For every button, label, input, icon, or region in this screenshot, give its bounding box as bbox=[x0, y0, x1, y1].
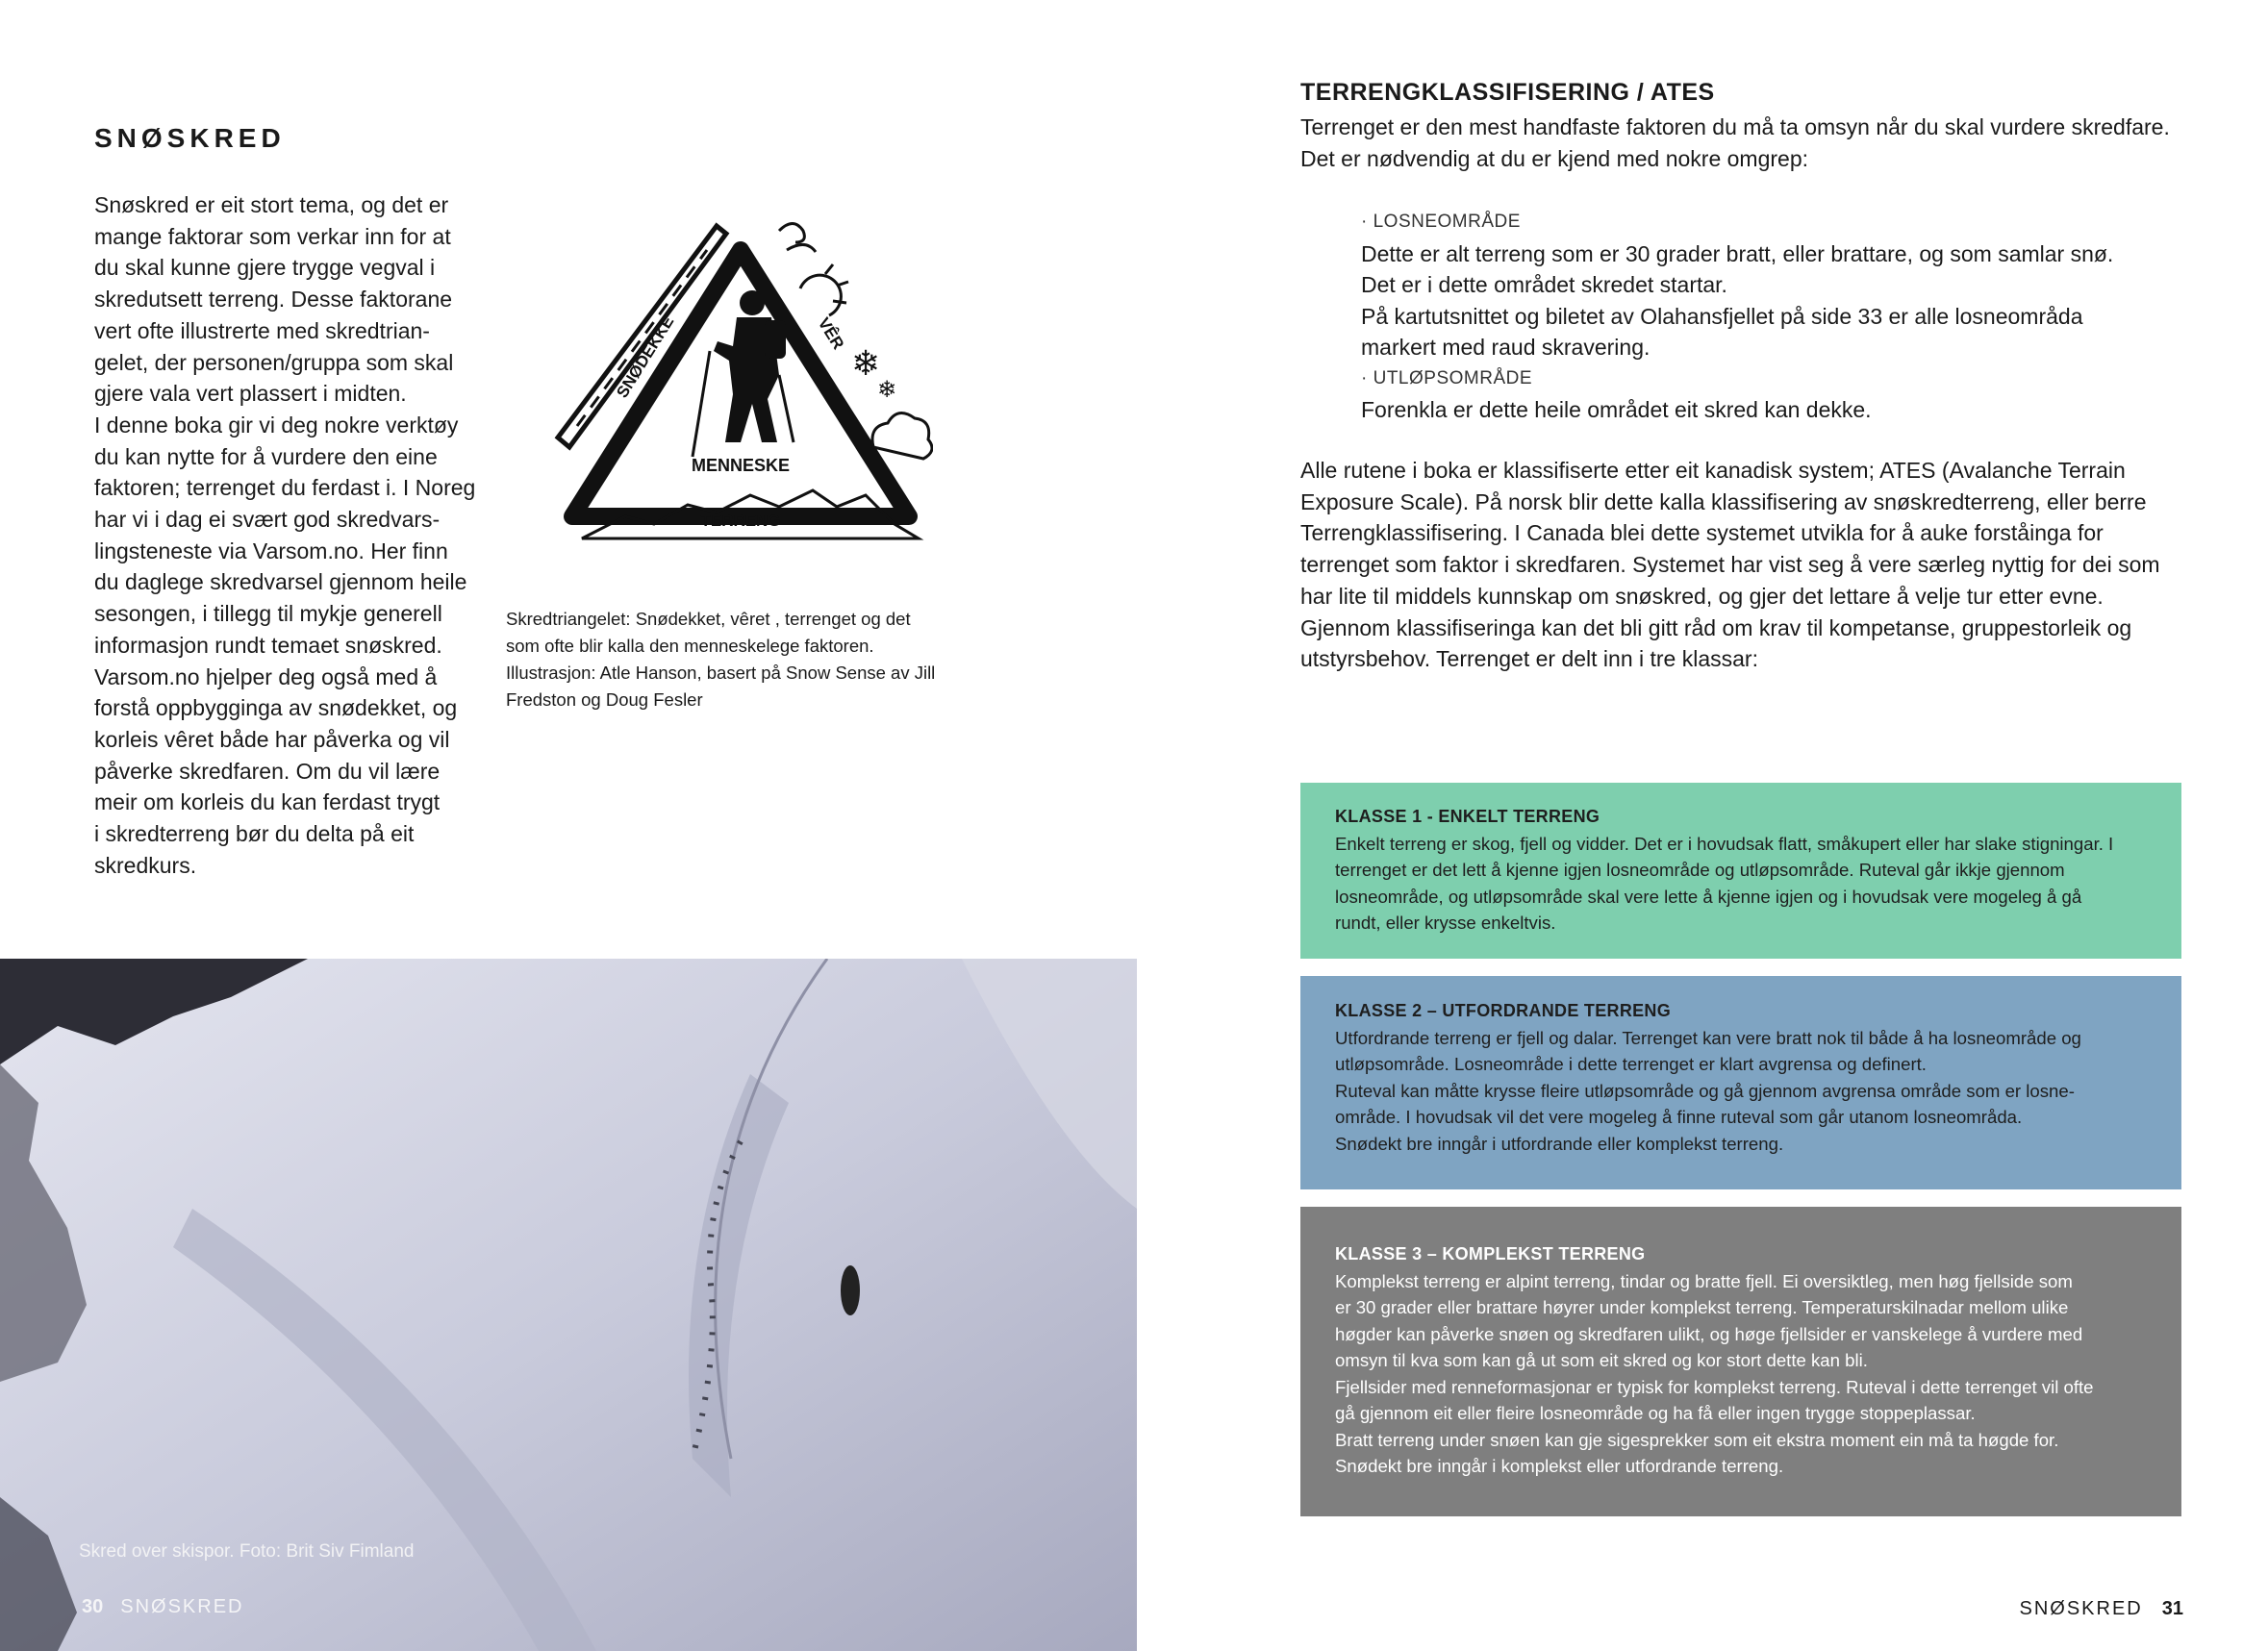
page-number-left: 30 bbox=[82, 1596, 104, 1617]
photo-caption: Skred over skispor. Foto: Brit Siv Fimland bbox=[79, 1541, 415, 1562]
running-head-left: SNØSKRED bbox=[120, 1596, 244, 1617]
intro-paragraph: Snøskred er eit stort tema, og det er mange faktorar som verkar inn for at du skal kunne gjere trygge vegval i skredutsett terreng. Desse faktorane vert ofte illustrerte med skredtrian- gelet, der personen/gruppa som skal gjere vala vert plassert i midten. I denne boka gir vi deg nokre verktøy du kan nytte for å vurdere den eine faktoren; terrenget du ferdast i. I Noreg har vi i dag ei svært god skredvars- lingsteneste via Varsom.no. Her finn du daglege skredvarsel gjennom heile sesongen, i tillegg til mykje generell informasjon rundt temaet snøskred. Varsom.no hjelper deg også med å forstå oppbygginga av snødekket, og korleis vêret både har påverka og vil påverke skredfaren. Om du vil lære meir om korleis du kan ferdast trygt i skredterreng bør du delta på eit skredkurs. bbox=[94, 192, 476, 878]
term-release-area: · LOSNEOMRÅDE bbox=[1361, 212, 1521, 232]
svg-text:❄: ❄ bbox=[877, 376, 897, 403]
triangle-label-weather: VÊR bbox=[814, 314, 848, 353]
illustration-caption: Skredtriangelet: Snødekket, vêret , terrenget og det som ofte blir kalla den menneskelege faktoren. Illustrasjon: Atle Hanson, basert på Snow Sense av Jill Fredston og Doug Fesler bbox=[506, 609, 936, 710]
ates-body: Alle rutene i boka er klassifiserte etter eit kanadisk system; ATES (Avalanche Terrain Exposure Scale). På norsk blir dette kalla klassifisering av snøskredterreng, eller berre Terrengklassifisering. I Canada blei dette systemet utvikla for å auke forståinga for terrenget som faktor i skredfaren. Systemet har vist seg å vere særleg nyttig for dei som har lite til middels kunnskap om snøskred, og gjer det lettare å velje tur etter evne. Gjennom klassifiseringa kan det bli gitt råd om krav til kompetanse, gruppestorleik og utstyrsbehov. Terrenget er delt inn i tre klassar: bbox=[1300, 458, 2160, 672]
running-head-right: SNØSKRED bbox=[2019, 1598, 2143, 1619]
page-number-right: 31 bbox=[2161, 1598, 2183, 1619]
class-1-box: KLASSE 1 - ENKELT TERRENG Enkelt terreng er skog, fjell og vidder. Det er i hovudsak flatt, småkupert eller har slake stigningar. I terrenget er det lett å kjenne igjen losneområde og utløpsområde. Ruteval går ikkje gjennom losneområde, og utløpsområde skal vere lette å kjenne igjen og i hovudsak vere mogeleg å gå rundt, eller krysse enkeltvis. bbox=[1300, 783, 2181, 959]
triangle-label-terrain: TERRENG bbox=[700, 512, 781, 530]
svg-text:❄: ❄ bbox=[851, 344, 881, 384]
class-3-box: KLASSE 3 – KOMPLEKST TERRENG Komplekst terreng er alpint terreng, tindar og bratte fjell. Ei oversiktleg, men høg fjellside som er 30 grader eller brattare høyrer under komplekst terreng. Temperaturskilnadar mellom ulike høgder kan påverke snøen og skredfaren ulikt, og høge fjellsider er vanskelege å vurdere med omsyn til kva som kan gå ut som eit skred og kor stort dette kan bli. Fjellsider med renneformasjonar er typisk for komplekst terreng. Ruteval i dette terrenget vil ofte gå gjennom eit eller fleire losneområde og ha få eller ingen trygge stoppeplassar. Bratt terreng under snøen kan gje sigesprekker som eit ekstra moment ein må ta høgde for. Snødekt bre inngår i komplekst eller utfordrande terreng. bbox=[1300, 1207, 2181, 1516]
terms-list: · LOSNEOMRÅDE Dette er alt terreng som er 30 grader bratt, eller brattare, og som samlar snø. Det er i dette området skredet startar. På kartutsnittet og biletet av Olahansfjellet på side 33 er alle losneområda markert med raud skravering. · UTLØPSOMRÅDE Forenkla er dette heile området eit skred kan dekke. bbox=[1361, 207, 2207, 426]
ates-intro: Terrenget er den mest handfaste faktoren du må ta omsyn når du skal vurdere skredfare. Det er nødvendig at du er kjend med nokre omgrep: bbox=[1300, 114, 2170, 171]
class-2-box: KLASSE 2 – UTFORDRANDE TERRENG Utfordrande terreng er fjell og dalar. Terrenget kan vere bratt nok til både å ha losneområde og utløpsområde. Losneområde i dette terrenget er klart avgrensa og definert. Ruteval kan måtte krysse fleire utløpsområde og gå gjennom avgrensa område som er losne- område. I hovudsak vil det vere mogeleg å finne ruteval som går utanom losneområda. Snødekt bre inngår i utfordrande eller komplekst terreng. bbox=[1300, 976, 2181, 1189]
avalanche-triangle-illustration bbox=[548, 207, 933, 548]
class-heading: KLASSE 3 – KOMPLEKST TERRENG bbox=[1335, 1244, 1646, 1263]
class-heading: KLASSE 1 - ENKELT TERRENG bbox=[1335, 807, 1600, 826]
term-runout-area: · UTLØPSOMRÅDE bbox=[1361, 367, 1533, 388]
triangle-label-person: MENNESKE bbox=[691, 456, 791, 475]
folio-right bbox=[2020, 1598, 2184, 1620]
class-heading: KLASSE 2 – UTFORDRANDE TERRENG bbox=[1335, 1001, 1672, 1020]
folio-left bbox=[82, 1596, 244, 1618]
triangle-label-snow: SNØDEKKE bbox=[613, 313, 678, 402]
ates-title: TERRENGKLASSIFISERING / ATES bbox=[1300, 79, 1715, 106]
section-title: SNØSKRED bbox=[94, 123, 286, 153]
